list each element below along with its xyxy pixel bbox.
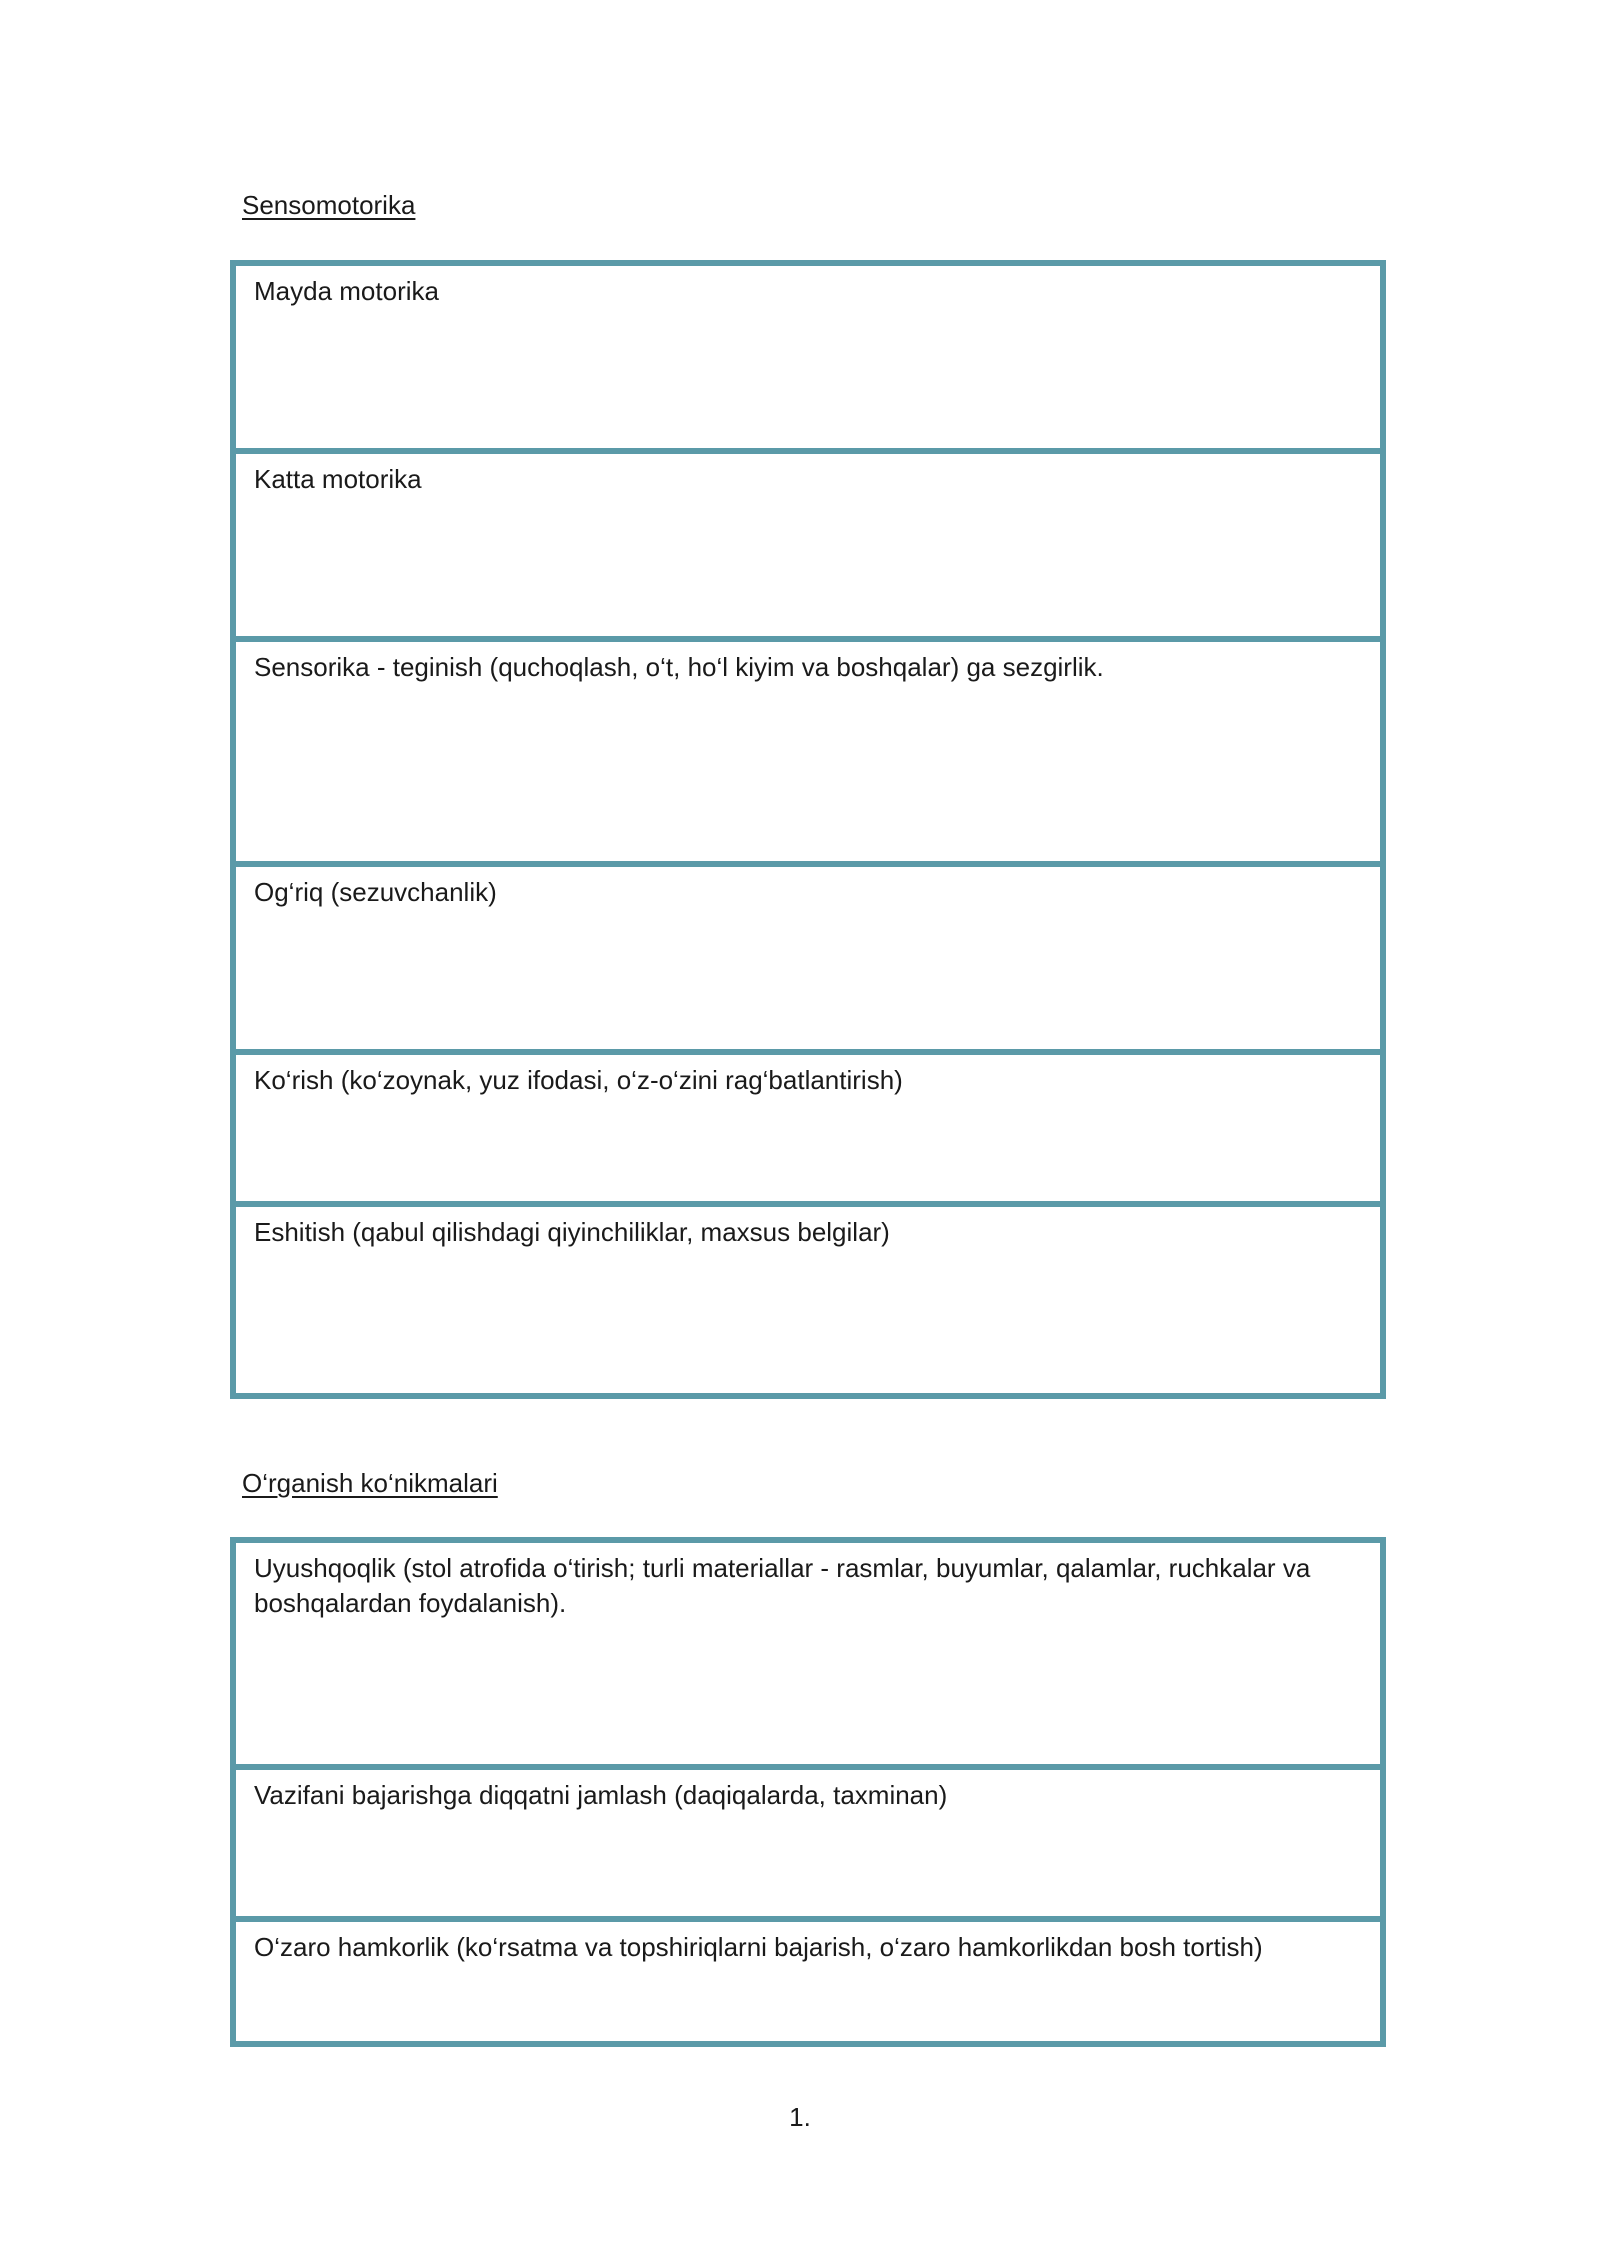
field-katta-motorika[interactable]: Katta motorika	[236, 454, 1380, 642]
field-ozaro-hamkorlik[interactable]: O‘zaro hamkorlik (ko‘rsatma va topshiriqlarni bajarish, o‘zaro hamkorlikdan bosh tortish)	[254, 1932, 1263, 1962]
page-number: 1.	[789, 2102, 811, 2132]
field-korish[interactable]: Ko‘rish (ko‘zoynak, yuz ifodasi, o‘z-o‘zini rag‘batlantirish)	[236, 1055, 1380, 1207]
field-ogriq[interactable]: Og‘riq (sezuvchanlik)	[236, 867, 1380, 1055]
sensomotorika-form-table	[230, 260, 1386, 1399]
field-sensorika[interactable]: Sensorika - teginish (quchoqlash, o‘t, ho‘l kiyim va boshqalar) ga sezgirlik.	[236, 642, 1380, 867]
field-mayda-motorika[interactable]: Mayda motorika	[236, 266, 1380, 454]
field-eshitish[interactable]: Eshitish (qabul qilishdagi qiyinchiliklar, maxsus belgilar)	[254, 1217, 890, 1247]
field-uyushqoqlik[interactable]: Uyushqoqlik (stol atrofida o‘tirish; turli materiallar - rasmlar, buyumlar, qalamlar, ruchkalar va boshqalardan foydalanish).	[236, 1543, 1380, 1770]
section-title-sensomotorika: Sensomotorika	[242, 190, 416, 220]
section-title-organish-konikmalari: O‘rganish ko‘nikmalari	[242, 1468, 498, 1498]
organish-konikmalari-form-table	[230, 1537, 1386, 2047]
field-diqqatni-jamlash[interactable]: Vazifani bajarishga diqqatni jamlash (daqiqalarda, taxminan)	[236, 1770, 1380, 1922]
